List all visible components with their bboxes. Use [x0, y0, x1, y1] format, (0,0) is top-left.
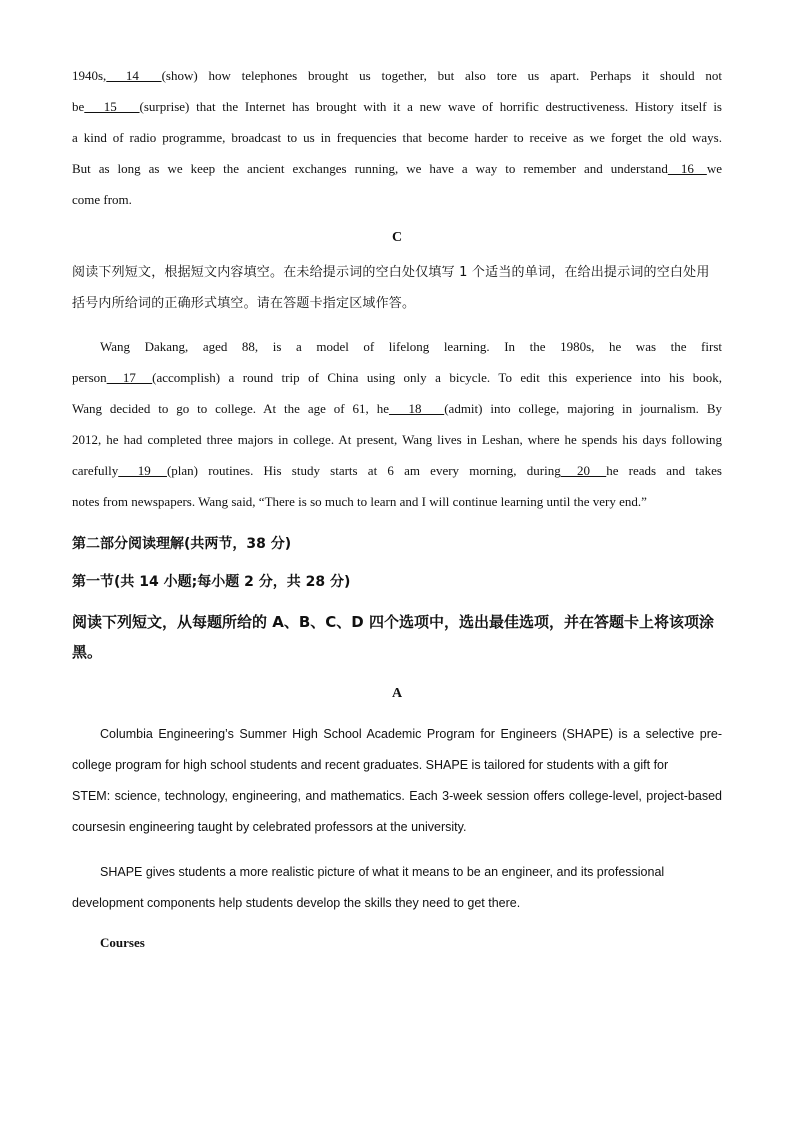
section-c-line-1: Wang Dakang, aged 88, is a model of lifelong learning. In the 1980s, he was the first [100, 339, 722, 354]
section-c-instruction: 阅读下列短文，根据短文内容填空。在未给提示词的空白处仅填写 1 个适当的单词，在给出提示词的空白处用括号内所给词的正确形式填空。请在答题卡指定区域作答。 [72, 265, 710, 311]
text: (surprise) that the Internet has brought with it a new wave of horrific destructiveness. History itself is [139, 99, 722, 114]
passage-a-para1-line2: college program for high school students and recent graduates. SHAPE is tailored for students with a gift for [72, 758, 669, 772]
document-page [72, 60, 722, 951]
text: (plan) routines. His study starts at 6 am every morning, during [166, 463, 561, 478]
text: 1940s, [72, 68, 107, 83]
text: (show) how telephones brought us together, but also tore us apart. Perhaps it should not [161, 68, 722, 83]
passage-b-line-3: a kind of radio programme, broadcast to us in frequencies that become harder to receive as we forget the old ways. [72, 130, 722, 145]
passage-b-line-2 [72, 91, 722, 122]
text: we [706, 161, 722, 176]
section-c-line-4: 2012, he had completed three majors in college. At present, Wang lives in Leshan, where he spends his days following [72, 432, 722, 447]
text: Wang decided to go to college. At the age of 61, he [72, 401, 389, 416]
part2-title: 第二部分阅读理解(共两节，38 分) [72, 536, 292, 552]
blank-20: 20 [560, 463, 607, 478]
blank-17: 17 [106, 370, 153, 385]
section-c-line-2 [72, 362, 722, 393]
blank-14: 14 [106, 68, 162, 83]
passage-a-para1-line3: STEM: science, technology, engineering, and mathematics. Each 3-week session offers college-level, project-based [72, 789, 722, 803]
blank-15: 15 [84, 99, 140, 114]
blank-19: 19 [118, 463, 167, 478]
section-c-line-6: notes from newspapers. Wang said, “There is so much to learn and I will continue learning until the very end.” [72, 494, 647, 509]
passage-a-para1-line4: coursesin engineering taught by celebrated professors at the university. [72, 820, 467, 834]
passage-b-line-5: come from. [72, 192, 132, 207]
passage-a-para2-line1: SHAPE gives students a more realistic picture of what it means to be an engineer, and its professional [100, 865, 665, 879]
text: (accomplish) a round trip of China using only a bicycle. To edit this experience into his book, [152, 370, 722, 385]
part2-section1: 第一节(共 14 小题;每小题 2 分，共 28 分) [72, 574, 351, 590]
passage-a-para2-line2: development components help students develop the skills they need to get there. [72, 896, 521, 910]
text: be [72, 99, 85, 114]
section-c-line-5 [72, 455, 722, 486]
passage-a-label: A [391, 686, 403, 701]
text: person [72, 370, 107, 385]
blank-18: 18 [388, 401, 445, 416]
passage-a-para1-line1: Columbia Engineering’s Summer High School Academic Program for Engineers (SHAPE) is a selective pre- [100, 727, 722, 741]
text: But as long as we keep the ancient exchanges running, we have a way to remember and understand [72, 161, 668, 176]
section-c-line-3 [72, 393, 722, 424]
text: he reads and takes [606, 463, 722, 478]
courses-heading: Courses [100, 935, 145, 950]
passage-b-line-1 [72, 60, 722, 91]
text: (admit) into college, majoring in journalism. By [444, 401, 723, 416]
text: carefully [72, 463, 119, 478]
blank-16: 16 [667, 161, 707, 176]
passage-b-line-4 [72, 153, 722, 184]
part2-instruction: 阅读下列短文，从每题所给的 A、B、C、D 四个选项中，选出最佳选项，并在答题卡上将该项涂黑。 [72, 613, 714, 661]
section-c-label: C [391, 230, 403, 245]
